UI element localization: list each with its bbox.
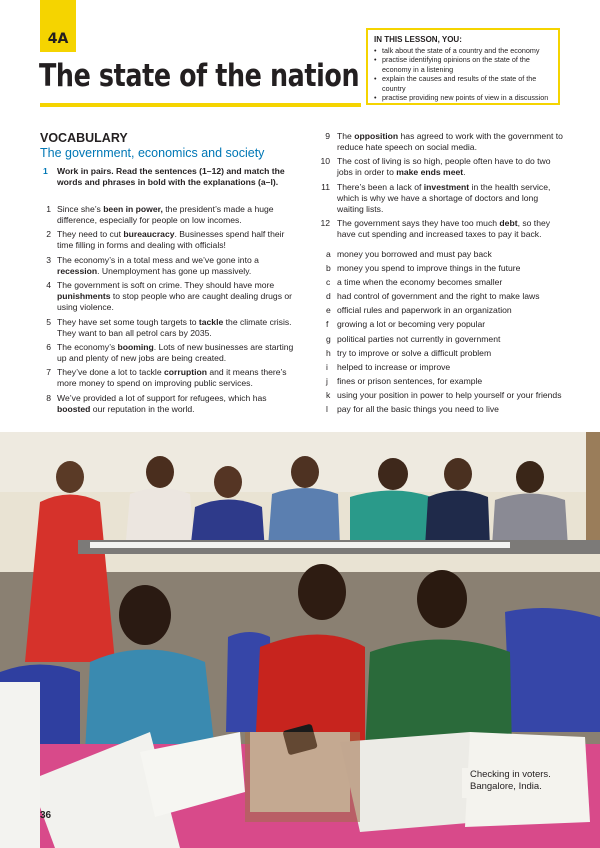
sentence-number: 6 bbox=[46, 341, 51, 352]
sentence-item bbox=[317, 131, 564, 153]
sentence-item bbox=[40, 317, 296, 339]
sentence-item bbox=[317, 156, 564, 178]
lesson-objectives-list bbox=[374, 46, 552, 102]
sentence-item bbox=[317, 218, 564, 240]
definition-text: had control of government and the right to make laws bbox=[337, 291, 540, 302]
sentence-number: 9 bbox=[325, 131, 330, 141]
sentence-text: to stop people who are caught dealing drugs or using violence. bbox=[57, 291, 293, 313]
definition-letter: f bbox=[326, 319, 329, 330]
unit-tab bbox=[40, 0, 76, 52]
definition-letter: i bbox=[326, 361, 328, 372]
sentence-number: 5 bbox=[46, 316, 51, 327]
key-phrase: bureaucracy bbox=[123, 229, 175, 240]
sentence-text: the president’s made a huge difference, especially for people on low incomes. bbox=[57, 204, 274, 225]
unit-label: 4A bbox=[47, 31, 69, 47]
sentence-item bbox=[40, 204, 296, 226]
sentence-text: The bbox=[337, 131, 355, 141]
key-phrase: recession bbox=[57, 265, 98, 276]
definition-text: growing a lot or becoming very popular bbox=[337, 319, 486, 330]
sentence-number: 8 bbox=[46, 392, 51, 403]
key-phrase: punishments bbox=[57, 291, 111, 302]
lesson-objective: • practise providing new points of view in a discussion bbox=[374, 93, 552, 102]
definition-text: helped to increase or improve bbox=[337, 361, 451, 372]
exercise-instruction bbox=[40, 166, 290, 188]
definition-text: political parties not currently in government bbox=[337, 333, 501, 344]
sentence-text: The government is soft on crime. They should have more bbox=[57, 280, 275, 291]
lesson-objective: • talk about the state of a country and the economy bbox=[374, 46, 552, 55]
section-heading: VOCABULARY bbox=[40, 131, 128, 145]
definition-letter: a bbox=[326, 249, 331, 259]
sentence-number: 2 bbox=[46, 229, 51, 240]
sentence-item bbox=[40, 280, 296, 313]
sentence-text: The government says they have too much bbox=[337, 218, 500, 229]
lesson-objective: • explain the causes and results of the state of the country bbox=[374, 74, 552, 93]
sentence-number: 11 bbox=[321, 181, 330, 192]
definition-text: money you borrowed and must pay back bbox=[337, 249, 492, 259]
lesson-objectives-box bbox=[366, 28, 560, 105]
key-phrase: tackle bbox=[198, 316, 224, 327]
sentence-number: 10 bbox=[320, 156, 330, 167]
sentence-item bbox=[40, 229, 296, 251]
key-phrase: debt bbox=[499, 218, 518, 229]
page-title: The state of the nation bbox=[39, 58, 360, 94]
sentence-text: We’ve provided a lot of support for refugees, which has bbox=[57, 392, 267, 403]
definition-text: a time when the economy becomes smaller bbox=[337, 277, 503, 288]
lesson-objective: • practise identifying opinions on the state of the economy in a listening bbox=[374, 55, 552, 74]
sentence-text: They’ve done a lot to tackle bbox=[57, 367, 165, 378]
definition-item bbox=[317, 249, 564, 260]
sentence-text: The cost of living is so high, people often have to do two jobs in order to bbox=[337, 156, 551, 178]
exercise-text: Work in pairs. Read the sentences (1–12) and match the words and phrases in bold with the explanations (a–l). bbox=[57, 166, 285, 187]
definition-letter: e bbox=[326, 305, 331, 316]
exercise-number: 1 bbox=[43, 166, 48, 176]
definition-item bbox=[317, 376, 564, 387]
sentence-item bbox=[317, 182, 564, 215]
caption-line: Bangalore, India. bbox=[470, 781, 542, 792]
definition-text: money you spend to improve things in the future bbox=[337, 263, 521, 274]
definition-item bbox=[317, 334, 564, 345]
definition-letter: c bbox=[326, 277, 331, 288]
sentence-text: and it means there’s more money to spend on improving public services. bbox=[57, 367, 287, 389]
sentence-item bbox=[40, 342, 296, 364]
sentence-text: in the health service, which is why we have a shortage of doctors and long waiting lists. bbox=[337, 181, 551, 214]
page-number: 36 bbox=[40, 810, 52, 821]
sentence-text: There’s been a lack of bbox=[337, 181, 424, 192]
definition-letter: j bbox=[326, 375, 328, 386]
sentence-number: 4 bbox=[46, 280, 51, 291]
definition-letter: b bbox=[326, 263, 331, 274]
sentence-text: . Lots of new businesses are starting up and plenty of new jobs are being created. bbox=[57, 341, 294, 363]
sentence-number: 1 bbox=[46, 204, 51, 214]
sentence-list-right bbox=[317, 131, 564, 244]
key-phrase: make ends meet bbox=[396, 167, 464, 178]
sentence-text: . Businesses spend half their time filling in forms and dealing with officials! bbox=[57, 229, 285, 251]
definition-text: fines or prison sentences, for example bbox=[337, 375, 483, 386]
definition-list bbox=[317, 249, 564, 418]
definition-letter: l bbox=[326, 404, 328, 415]
key-phrase: booming bbox=[117, 341, 154, 352]
sentence-number: 3 bbox=[46, 254, 51, 265]
definition-letter: k bbox=[326, 389, 331, 400]
sentence-text: . bbox=[463, 167, 466, 178]
sentence-text: Since she’s bbox=[57, 204, 104, 214]
definition-item bbox=[317, 291, 564, 302]
lesson-objectives-heading: IN THIS LESSON, YOU: bbox=[374, 35, 462, 44]
sentence-item bbox=[40, 367, 296, 389]
definition-item bbox=[317, 319, 564, 330]
definition-text: try to improve or solve a difficult problem bbox=[337, 347, 492, 358]
sentence-text: has agreed to work with the government to reduce hate speech on social media. bbox=[337, 131, 563, 152]
key-phrase: investment bbox=[423, 181, 470, 192]
definition-item bbox=[317, 348, 564, 359]
definition-item bbox=[317, 390, 564, 401]
definition-letter: d bbox=[326, 291, 331, 302]
key-phrase: boosted bbox=[57, 403, 91, 414]
sentence-item bbox=[40, 255, 296, 277]
sentence-text: The economy’s in a total mess and we’ve gone into a bbox=[57, 254, 259, 265]
definition-text: pay for all the basic things you need to live bbox=[337, 404, 499, 415]
sentence-number: 7 bbox=[46, 367, 51, 378]
sentence-text: They have set some tough targets to bbox=[57, 316, 199, 327]
sentence-text: the climate crisis. They want to ban all petrol cars by 2035. bbox=[57, 316, 292, 338]
front-row-people bbox=[85, 564, 512, 752]
section-subheading: The government, economics and society bbox=[40, 146, 265, 160]
sentence-text: They need to cut bbox=[57, 229, 124, 240]
definition-letter: h bbox=[326, 347, 331, 358]
sentence-item bbox=[40, 393, 296, 415]
definition-item bbox=[317, 362, 564, 373]
key-phrase: corruption bbox=[164, 367, 207, 378]
key-phrase: been in power, bbox=[103, 204, 163, 214]
sentence-text: . Unemployment has gone up massively. bbox=[97, 265, 252, 276]
sentence-text: our reputation in the world. bbox=[90, 403, 195, 414]
sentence-text: , so they have cut spending and increased taxes to pay it back. bbox=[337, 218, 551, 240]
definition-item bbox=[317, 263, 564, 274]
title-underline bbox=[40, 103, 361, 107]
photo-caption bbox=[470, 769, 551, 793]
definition-text: official rules and paperwork in an organization bbox=[337, 305, 512, 316]
definition-item bbox=[317, 305, 564, 316]
sentence-text: The economy’s bbox=[57, 341, 118, 352]
caption-line: Checking in voters. bbox=[470, 769, 551, 780]
definition-item bbox=[317, 404, 564, 415]
sentence-number: 12 bbox=[320, 218, 330, 229]
definition-text: using your position in power to help yourself or your friends bbox=[337, 389, 562, 400]
definition-item bbox=[317, 277, 564, 288]
sentence-list-left bbox=[40, 204, 296, 418]
definition-letter: g bbox=[326, 333, 331, 344]
key-phrase: opposition bbox=[354, 131, 399, 141]
